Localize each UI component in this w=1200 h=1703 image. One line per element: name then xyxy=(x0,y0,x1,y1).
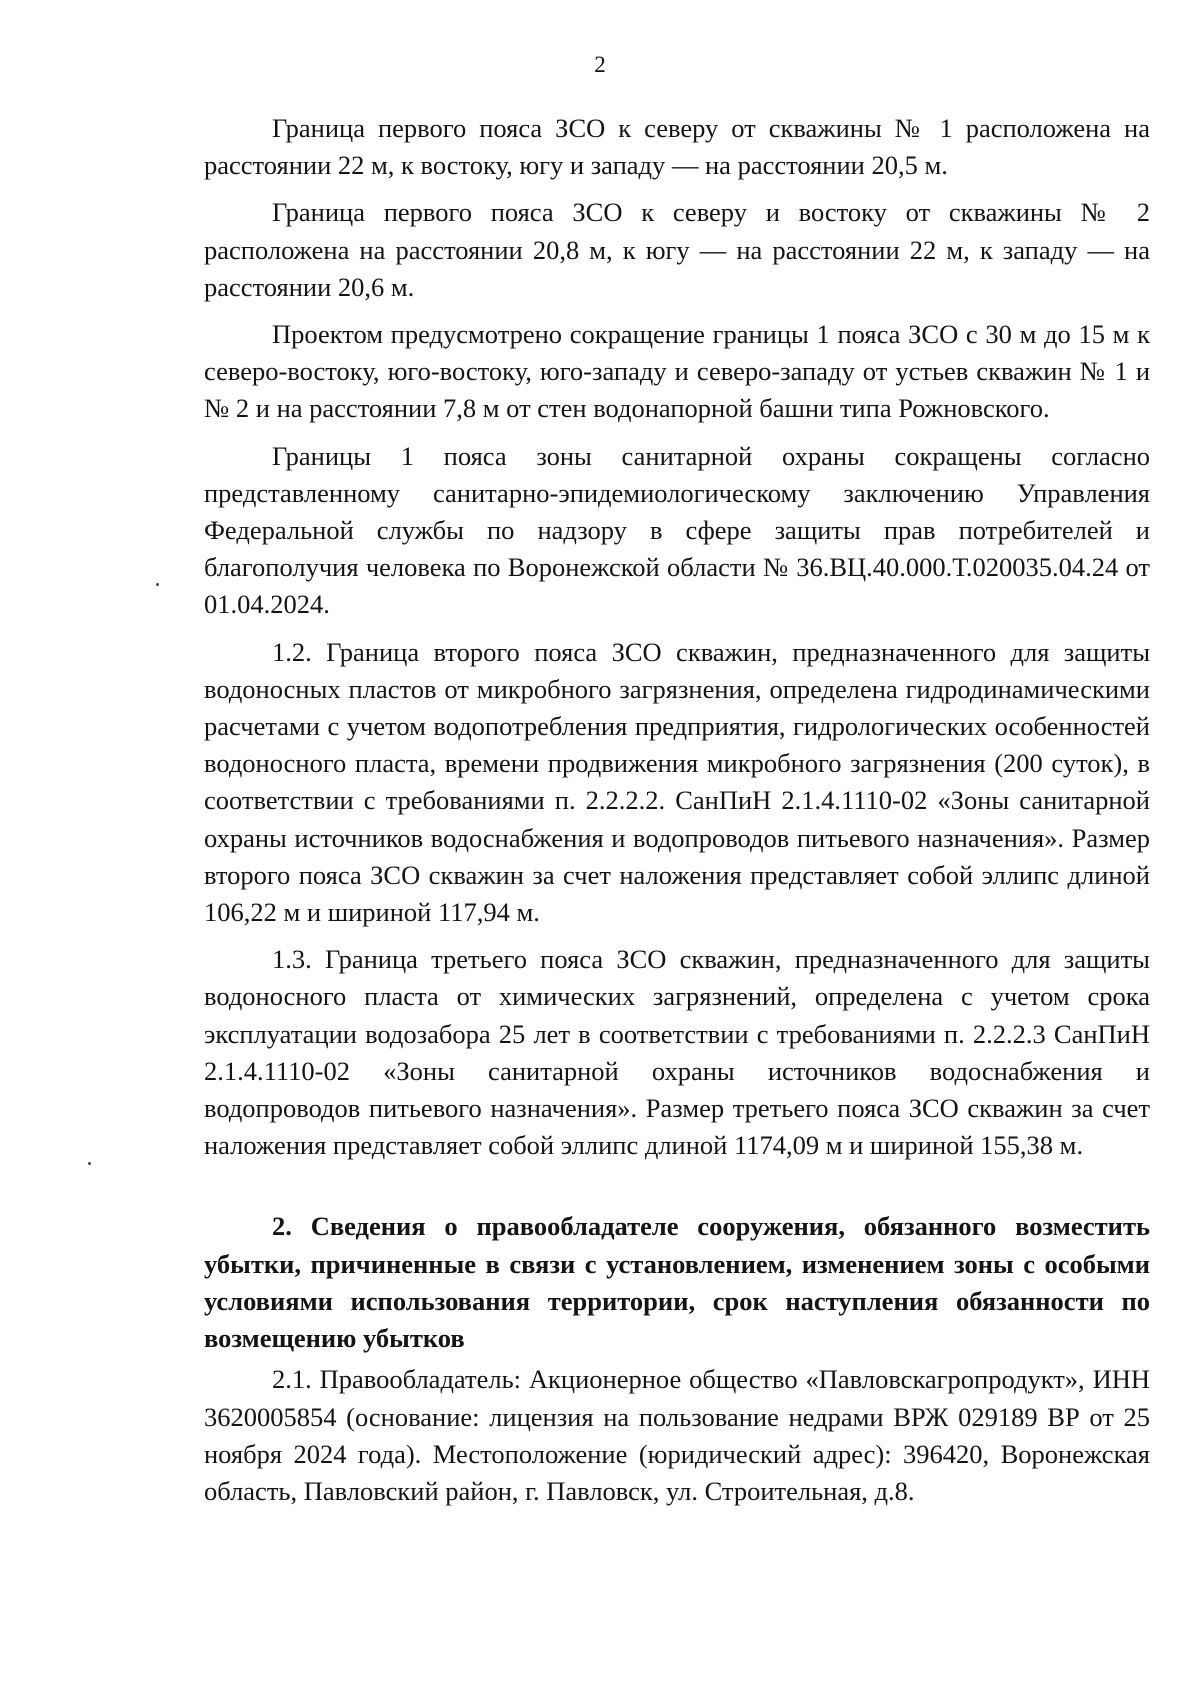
scan-speck xyxy=(88,1162,91,1165)
document-body xyxy=(204,110,1150,1520)
paragraph-zone2-boundary: 1.2. Граница второго пояса ЗСО скважин, предназначенного для защиты водоносных пластов от микробного загрязнения, определена гидродинамическими расчетами с учетом водопотребления предприятия, гидрологических особенностей водоносного пласта, времени продвижения микробного загрязнения (200 суток), в соответствии с требованиями п. 2.2.2.2. СанПиН 2.1.4.1110-02 «Зоны санитарной охраны источников водоснабжения и водопроводов питьевого назначения». Размер второго пояса ЗСО скважин за счет наложения представляет собой эллипс длиной 106,22 м и шириной 117,94 м. xyxy=(204,636,1150,928)
paragraph-zone1-well2: Граница первого пояса ЗСО к северу и востоку от скважины № 2 расположена на расстоянии 20,8 м, к югу — на расстоянии 22 м, к западу — на расстоянии 20,6 м. xyxy=(204,197,1150,302)
paragraph-rights-holder: 2.1. Правообладатель: Акционерное общество «Павловскагропродукт», ИНН 3620005854 (основание: лицензия на пользование недрами ВРЖ 029189 ВР от 25 ноября 2024 года). Местоположение (юридический адрес): 396420, Воронежская область, Павловский район, г. Павловск, ул. Строительная, д.8. xyxy=(204,1364,1150,1506)
section-heading-2: 2. Сведения о правообладателе сооружения, обязанного возместить убытки, причиненные в связи с установлением, изменением зоны с особыми условиями использования территории, срок наступления обязанности по возмещению убытков xyxy=(204,1211,1150,1354)
paragraph-zone1-well1: Граница первого пояса ЗСО к северу от скважины № 1 расположена на расстоянии 22 м, к востоку, югу и западу — на расстоянии 20,5 м. xyxy=(204,113,1150,181)
paragraph-zone1-reduction: Проектом предусмотрено сокращение границы 1 пояса ЗСО с 30 м до 15 м к северо-востоку, юго-востоку, юго-западу и северо-западу от устьев скважин № 1 и № 2 и на расстоянии 7,8 м от стен водонапорной башни типа Рожновского. xyxy=(204,319,1150,424)
scan-speck xyxy=(156,583,159,586)
paragraph-zone1-conclusion: Границы 1 пояса зоны санитарной охраны сокращены согласно представленному санитарно-эпидемиологическому заключению Управления Федеральной службы по надзору в сфере защиты прав потребителей и благополучия человека по Воронежской области № 36.ВЦ.40.000.Т.020035.04.24 от 01.04.2024. xyxy=(204,440,1150,620)
page-number: 2 xyxy=(594,52,606,77)
paragraph-zone3-boundary: 1.3. Граница третьего пояса ЗСО скважин, предназначенного для защиты водоносного пласта от химических загрязнений, определена с учетом срока эксплуатации водозабора 25 лет в соответствии с требованиями п. 2.2.2.3 СанПиН 2.1.4.1110-02 «Зоны санитарной охраны источников водоснабжения и водопроводов питьевого назначения». Размер третьего пояса ЗСО скважин за счет наложения представляет собой эллипс длиной 1174,09 м и шириной 155,38 м. xyxy=(204,944,1150,1161)
